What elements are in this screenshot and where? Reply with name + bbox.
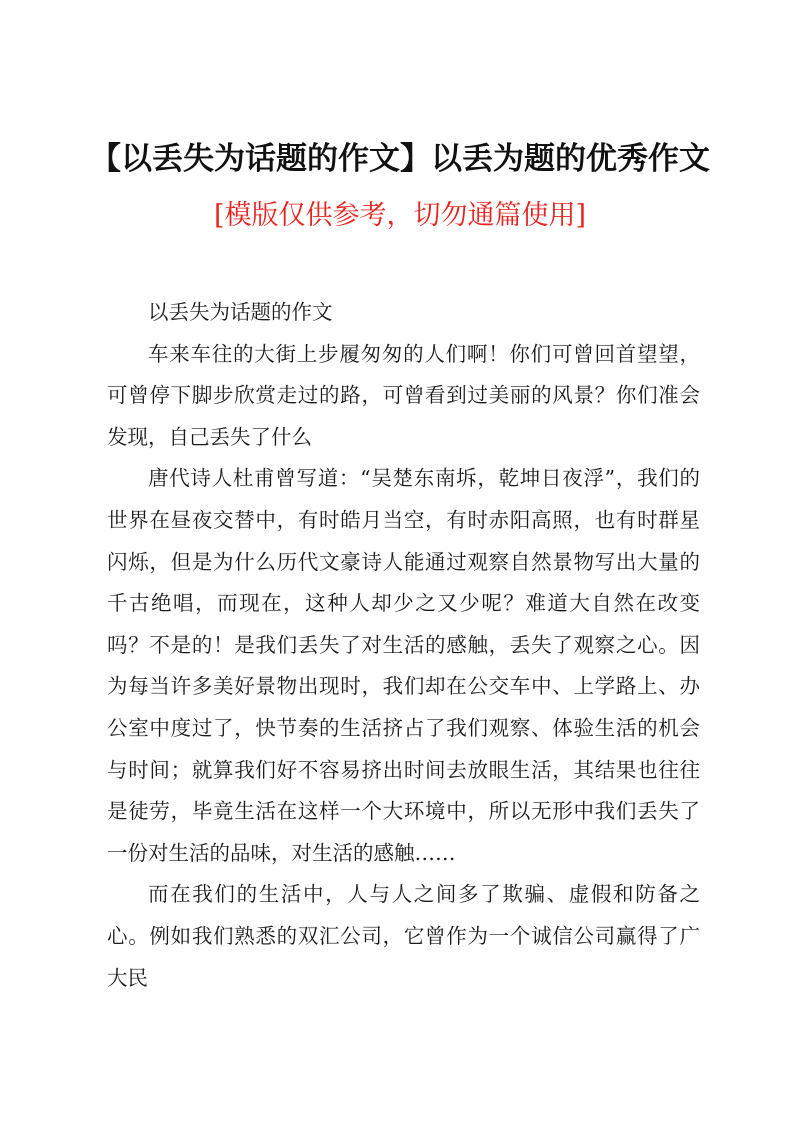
paragraph: 而在我们的生活中，人与人之间多了欺骗、虚假和防备之心。例如我们熟悉的双汇公司，它曾作为一个诚信公司赢得了广大民 — [107, 882, 700, 990]
paragraph: 车来车往的大街上步履匆匆的人们啊！你们可曾回首望望，可曾停下脚步欣赏走过的路，可曾看到过美丽的风景？你们准会发现，自己丢失了什么 — [107, 341, 700, 449]
document-body — [107, 292, 700, 999]
paragraph: 唐代诗人杜甫曾写道：“吴楚东南坼，乾坤日夜浮”，我们的世界在昼夜交替中，有时皓月当空，有时赤阳高照，也有时群星闪烁，但是为什么历代文豪诗人能通过观察自然景物写出大量的千古绝唱，而现在，这种人却少之又少呢？难道大自然在改变吗？不是的！是我们丢失了对生活的感触，丢失了观察之心。因为每当许多美好景物出现时，我们却在公交车中、上学路上、办公室中度过了，快节奏的生活挤占了我们观察、体验生活的机会与时间；就算我们好不容易挤出时间去放眼生活，其结果也往往是徒劳，毕竟生活在这样一个大环境中，所以无形中我们丢失了一份对生活的品味，对生活的感触…… — [107, 466, 700, 865]
paragraph-heading: 以丢失为话题的作文 — [148, 300, 333, 324]
template-notice: [模版仅供参考，切勿通篇使用] — [213, 200, 587, 231]
document-title: 【以丢失为话题的作文】以丢为题的优秀作文 — [90, 141, 710, 177]
